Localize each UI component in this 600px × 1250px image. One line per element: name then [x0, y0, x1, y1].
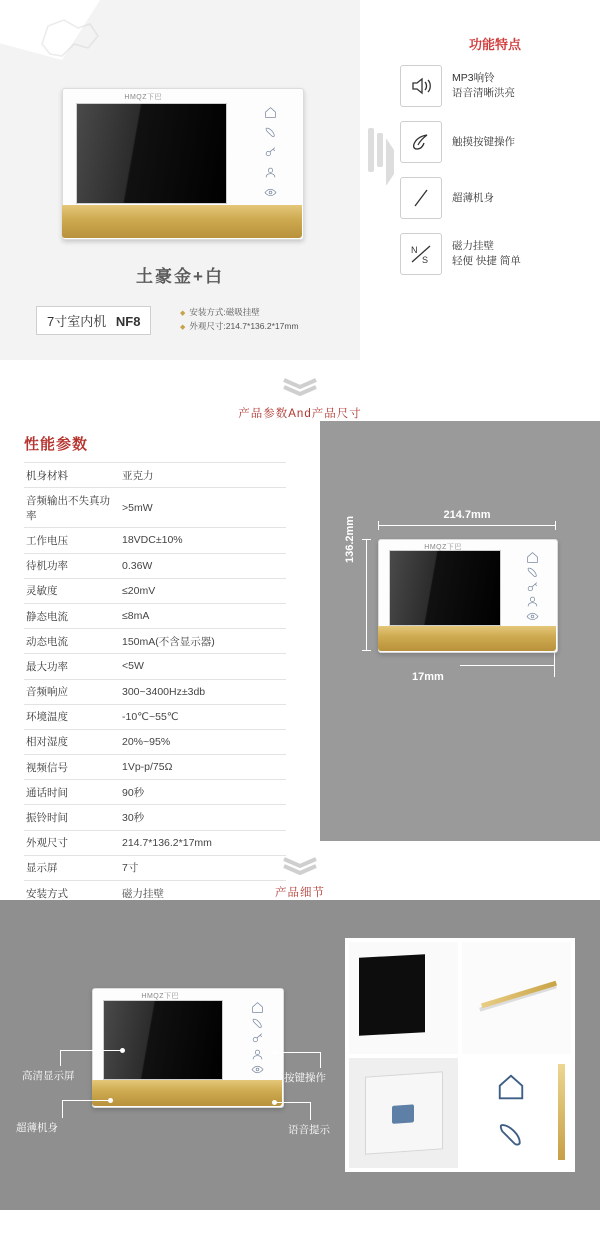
- chevron-down-icon: [0, 378, 600, 401]
- details-footer-bar: [0, 1196, 600, 1210]
- svg-text:S: S: [422, 255, 429, 265]
- param-key: 待机功率: [24, 553, 120, 578]
- param-value: <5W: [120, 654, 286, 679]
- feature-line1: MP3响铃: [452, 72, 495, 84]
- dimension-thickness-tick: [554, 653, 555, 677]
- brand-logo: HMQZ下巴: [141, 992, 179, 1000]
- device-touch-icons: [242, 1000, 272, 1078]
- param-key: 相对湿度: [24, 729, 120, 754]
- callout-dot: [272, 1050, 277, 1055]
- table-row: [24, 855, 286, 880]
- callout-label-slim: 超薄机身: [16, 1122, 58, 1134]
- brand-logo: HMQZ下巴: [424, 543, 462, 551]
- dimension-height-line: [366, 539, 367, 651]
- callout-dot: [272, 1100, 277, 1105]
- key-icon: [526, 581, 539, 594]
- eye-icon: [264, 186, 277, 199]
- brand-logo: HMQZ下巴: [124, 93, 162, 101]
- feature-item: [400, 177, 590, 219]
- param-value: ≤20mV: [120, 578, 286, 603]
- feature-text: [452, 71, 515, 101]
- param-value: 150mA(不含显示器): [120, 629, 286, 654]
- dimension-width-label: 214.7mm: [443, 509, 491, 521]
- callout-line: [276, 1052, 320, 1053]
- param-value: 20%~95%: [120, 729, 286, 754]
- eye-icon: [251, 1063, 264, 1076]
- model-number: NF8: [115, 314, 141, 329]
- dimension-height-label: 136.2mm: [344, 515, 356, 563]
- param-key: 通话时间: [24, 780, 120, 805]
- phone-icon: [526, 566, 539, 579]
- param-key: 安装方式: [24, 881, 120, 906]
- product-image-details: [92, 988, 282, 1106]
- device-touch-icons: [519, 550, 547, 624]
- param-value: 1Vp-p/75Ω: [120, 755, 286, 780]
- phone-icon: [264, 126, 277, 139]
- table-row: [24, 704, 286, 729]
- feature-line1: 磁力挂壁: [452, 240, 494, 252]
- callout-line: [276, 1102, 310, 1103]
- param-value: 300~3400Hz±3db: [120, 679, 286, 704]
- param-key: 机身材料: [24, 463, 120, 488]
- detail-photo-icons: [462, 1058, 571, 1168]
- dimension-width-line: [378, 525, 556, 526]
- feature-text: [452, 191, 494, 206]
- param-value: 214.7*136.2*17mm: [120, 830, 286, 855]
- table-row: [24, 553, 286, 578]
- table-row: [24, 629, 286, 654]
- callout-label-display: 高清显示屏: [22, 1070, 75, 1082]
- key-icon: [264, 146, 277, 159]
- param-key: 动态电流: [24, 629, 120, 654]
- table-row: [24, 463, 286, 488]
- home-icon: [496, 1072, 526, 1102]
- detail-photo-screen: [349, 942, 458, 1054]
- dimensions-panel: [320, 421, 600, 841]
- product-image-main: [62, 88, 302, 238]
- callout-line: [60, 1050, 122, 1051]
- feature-text: [452, 135, 515, 150]
- table-row: [24, 755, 286, 780]
- hero-spec-item: ◆ 外观尺寸:214.7*136.2*17mm: [180, 320, 299, 334]
- detail-photo-backplate: [349, 1058, 458, 1168]
- param-key: 视频信号: [24, 755, 120, 780]
- callout-line: [60, 1050, 61, 1066]
- callout-dot: [108, 1098, 113, 1103]
- phone-icon: [251, 1017, 264, 1030]
- table-row: [24, 488, 286, 528]
- table-row: [24, 528, 286, 553]
- feature-list-title: 功能特点: [468, 37, 521, 52]
- param-value: 18VDC±10%: [120, 528, 286, 553]
- param-key: 工作电压: [24, 528, 120, 553]
- feature-item: [400, 233, 590, 275]
- touch-hand-icon: [400, 121, 442, 163]
- param-value: 磁力挂壁: [120, 881, 286, 906]
- callout-line: [62, 1100, 63, 1118]
- map-outline-icon: [38, 14, 102, 66]
- user-icon: [526, 595, 539, 608]
- product-color-caption: 土豪金+白: [136, 267, 224, 286]
- param-key: 最大功率: [24, 654, 120, 679]
- detail-photo-edge: [462, 942, 571, 1054]
- param-key: 环境温度: [24, 704, 120, 729]
- param-key: 显示屏: [24, 855, 120, 880]
- callout-line: [320, 1052, 321, 1068]
- callout-label-keys: 按键操作: [284, 1072, 326, 1084]
- feature-line2: 语音清晰洪亮: [452, 87, 515, 99]
- table-row: [24, 679, 286, 704]
- table-row: [24, 578, 286, 603]
- param-key: 外观尺寸: [24, 830, 120, 855]
- key-icon: [251, 1032, 264, 1045]
- hero-spec-item: ◆ 安装方式:磁吸挂壁: [180, 306, 299, 320]
- hero-section: [0, 0, 600, 360]
- divider-label: 产品参数And产品尺寸: [238, 408, 362, 420]
- param-key: 灵敏度: [24, 578, 120, 603]
- arrow-decoration: [368, 128, 397, 186]
- details-section: [0, 900, 600, 1210]
- feature-text: [452, 239, 521, 269]
- user-icon: [251, 1048, 264, 1061]
- table-row: [24, 654, 286, 679]
- phone-icon: [496, 1120, 526, 1150]
- home-icon: [526, 551, 539, 564]
- table-row: [24, 603, 286, 628]
- product-image-dimensions: [378, 539, 556, 651]
- feature-line1: 超薄机身: [452, 191, 494, 204]
- slim-line-icon: [400, 177, 442, 219]
- svg-text:N: N: [411, 245, 418, 255]
- eye-icon: [526, 610, 539, 623]
- param-value: 0.36W: [120, 553, 286, 578]
- user-icon: [264, 166, 277, 179]
- feature-line2: 轻便 快捷 简单: [452, 255, 521, 267]
- detail-photo-grid: [345, 938, 575, 1172]
- home-icon: [251, 1001, 264, 1014]
- callout-line: [62, 1100, 110, 1101]
- param-value: >5mW: [120, 488, 286, 528]
- dimension-thickness-label: 17mm: [412, 671, 444, 683]
- model-badge: [36, 306, 151, 335]
- model-label: 7寸室内机: [47, 314, 107, 329]
- dimension-thickness-line: [460, 665, 554, 666]
- parameters-title: 性能参数: [24, 436, 89, 453]
- magnet-ns-icon: [400, 233, 442, 275]
- table-row: [24, 780, 286, 805]
- callout-line: [310, 1102, 311, 1120]
- feature-item: [400, 121, 590, 163]
- param-value: ≤8mA: [120, 603, 286, 628]
- feature-line1: 触摸按键操作: [452, 135, 515, 148]
- feature-item: [400, 65, 590, 107]
- param-value: 7寸: [120, 855, 286, 880]
- param-value: 90秒: [120, 780, 286, 805]
- speaker-icon: [400, 65, 442, 107]
- hero-spec-list: [180, 306, 299, 334]
- param-key: 静态电流: [24, 603, 120, 628]
- parameters-table: [24, 462, 286, 906]
- divider-params: [0, 360, 600, 421]
- param-value: 亚克力: [120, 463, 286, 488]
- param-value: -10℃~55℃: [120, 704, 286, 729]
- callout-dot: [120, 1048, 125, 1053]
- param-key: 振铃时间: [24, 805, 120, 830]
- divider-label: 产品细节: [275, 887, 325, 899]
- callout-label-voice: 语音提示: [288, 1124, 330, 1136]
- param-key: 音频响应: [24, 679, 120, 704]
- feature-list: [400, 34, 590, 289]
- device-touch-icons: [252, 103, 290, 202]
- table-row: [24, 805, 286, 830]
- home-icon: [264, 106, 277, 119]
- param-key: 音频输出不失真功率: [24, 488, 120, 528]
- param-value: 30秒: [120, 805, 286, 830]
- table-row: [24, 729, 286, 754]
- table-row: [24, 830, 286, 855]
